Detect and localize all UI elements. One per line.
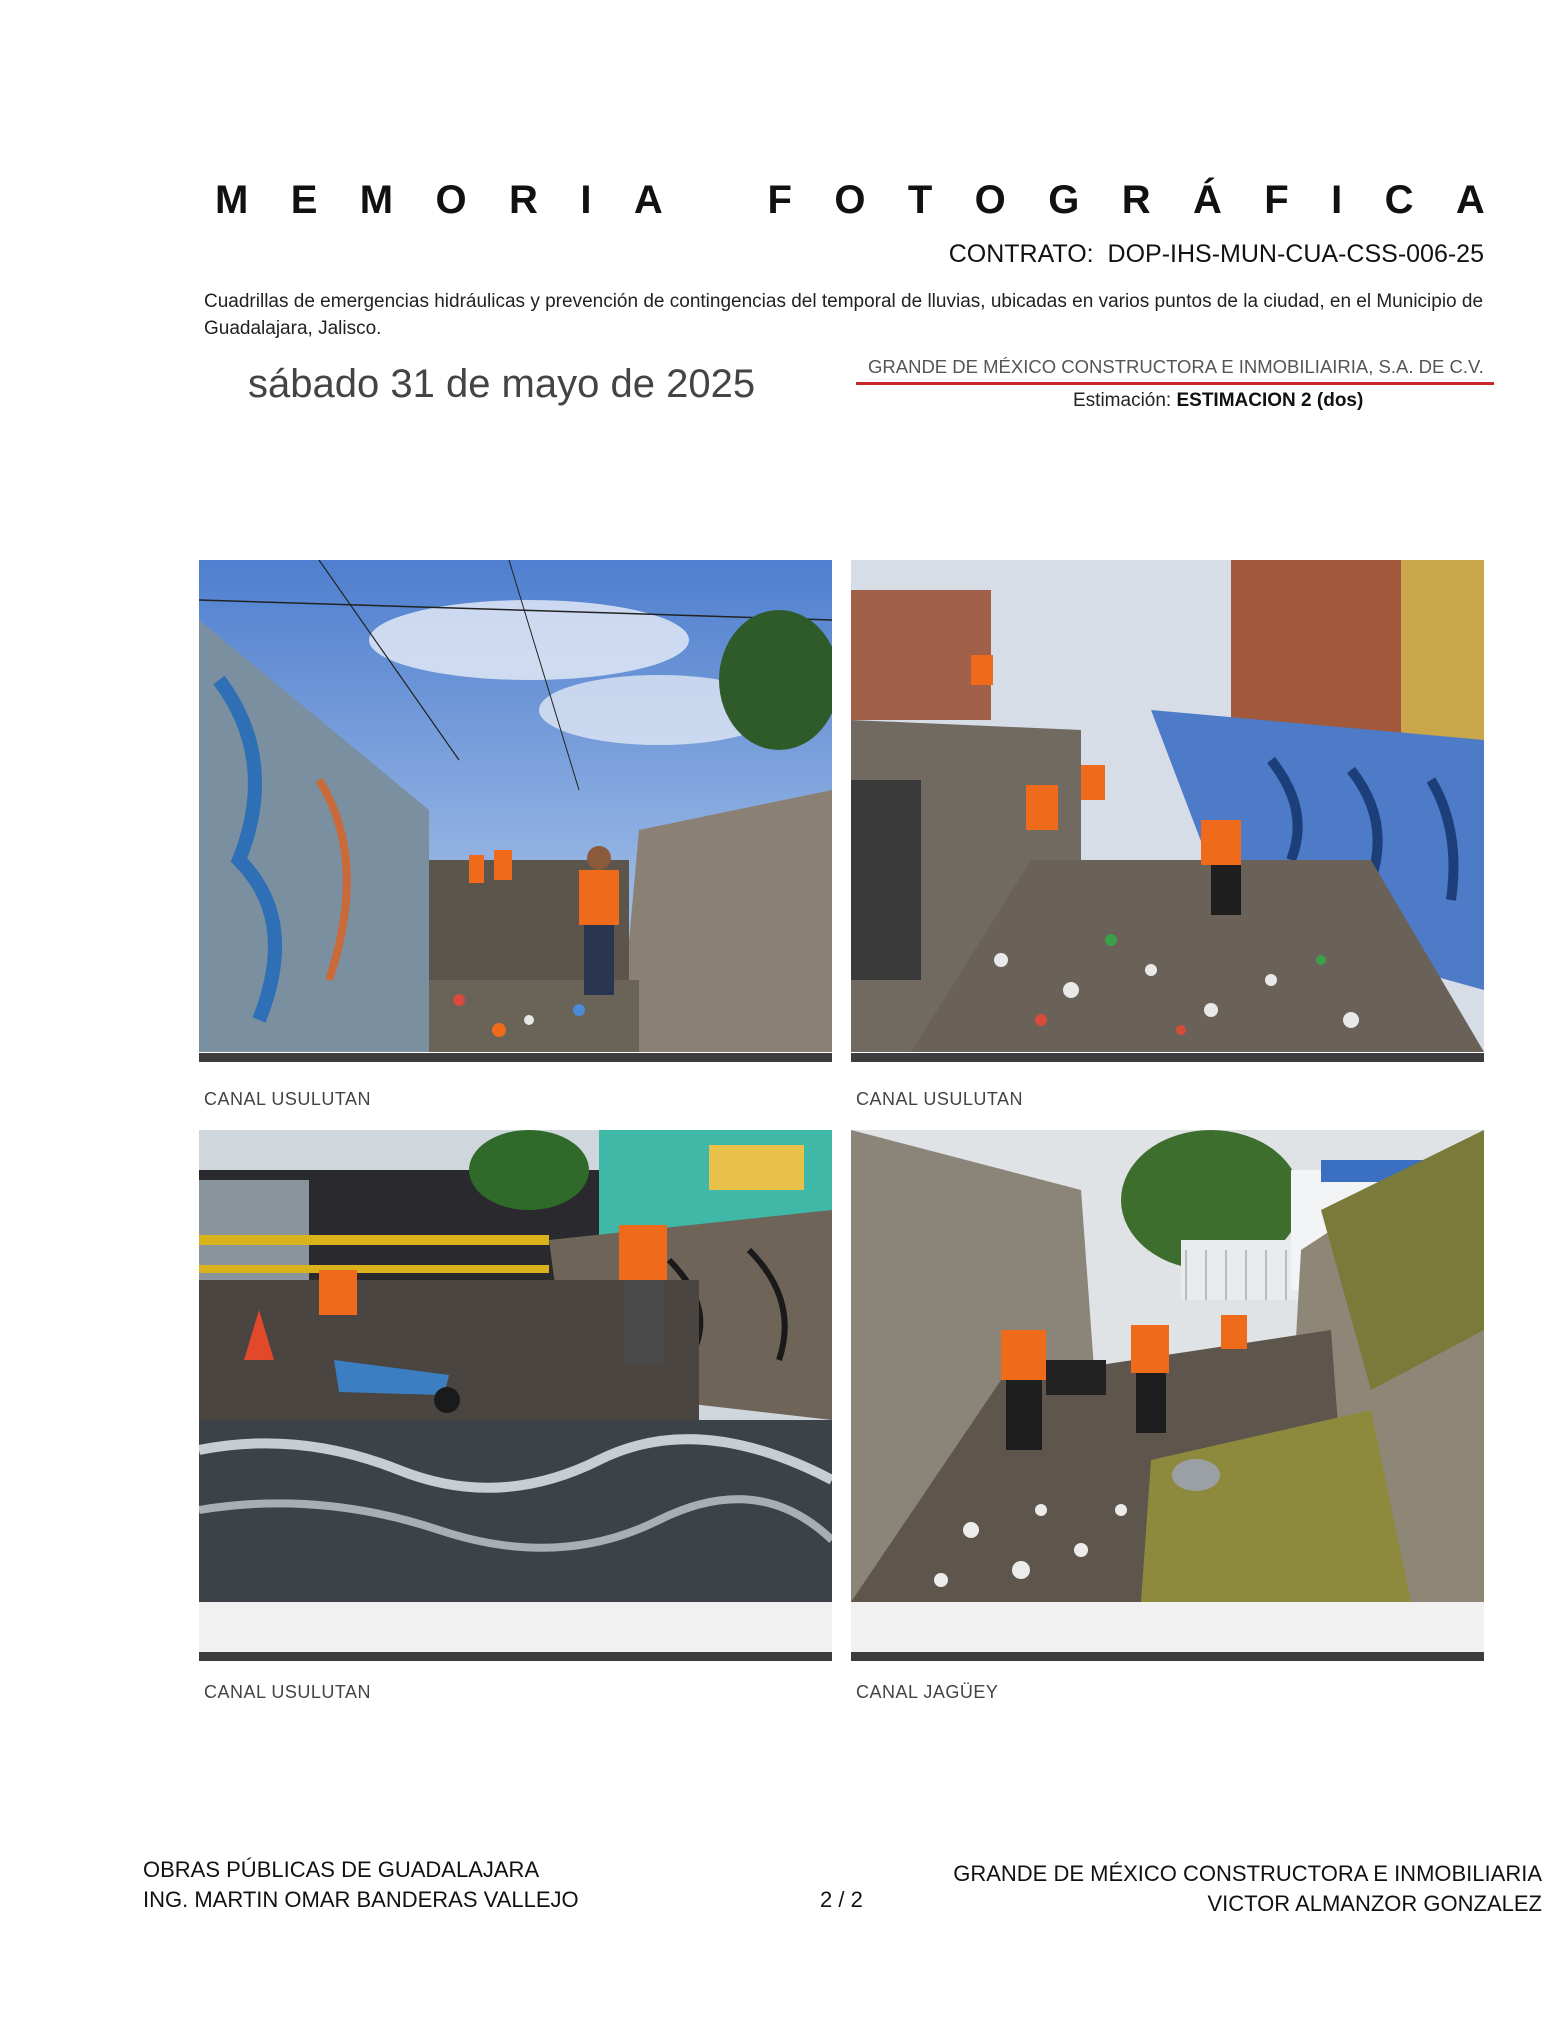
photo-4-bar — [851, 1652, 1484, 1661]
photo-1-bar — [199, 1053, 832, 1062]
title-letter: R — [509, 178, 538, 222]
title-letter: A — [1455, 178, 1485, 222]
photo-2 — [851, 560, 1484, 1052]
company-underline — [856, 382, 1494, 385]
report-date: sábado 31 de mayo de 2025 — [248, 362, 756, 406]
contract-info — [949, 240, 1484, 269]
title-letter: O — [834, 178, 866, 222]
contract-label: CONTRATO: — [948, 240, 1094, 268]
footer-right-line2: VICTOR ALMANZOR GONZALEZ — [1207, 1891, 1542, 1916]
company-name: GRANDE DE MÉXICO CONSTRUCTORA E INMOBILIAIRIA, S.A. DE C.V. — [868, 356, 1484, 377]
footer-right — [953, 1859, 1542, 1919]
page-title — [215, 178, 1485, 223]
photo-2-caption: CANAL USULUTAN — [856, 1089, 1024, 1109]
photo-3 — [199, 1130, 832, 1602]
title-letter: O — [435, 178, 467, 222]
photo-2-bar — [851, 1053, 1484, 1062]
title-letter: E — [290, 178, 318, 222]
title-letter: I — [1331, 178, 1343, 222]
photo-4 — [851, 1130, 1484, 1602]
title-letter: O — [974, 178, 1006, 222]
title-letter: A — [633, 178, 663, 222]
title-letter: Á — [1192, 178, 1222, 222]
footer-left-line2: ING. MARTIN OMAR BANDERAS VALLEJO — [143, 1887, 579, 1912]
photo-1-caption: CANAL USULUTAN — [204, 1089, 372, 1109]
photo-3-bar — [199, 1652, 832, 1661]
title-letter: T — [907, 178, 933, 222]
estimation-label: Estimación: — [1073, 390, 1172, 411]
photo-4-gray-strip — [851, 1602, 1484, 1652]
page-number: 2 / 2 — [820, 1887, 863, 1912]
estimation — [1073, 390, 1363, 412]
photo-1 — [199, 560, 832, 1052]
contract-number: DOP-IHS-MUN-CUA-CSS-006-25 — [1107, 240, 1484, 268]
footer-left-line1: OBRAS PÚBLICAS DE GUADALAJARA — [143, 1857, 540, 1882]
title-letter: M — [359, 178, 394, 222]
photo-3-gray-strip — [199, 1602, 832, 1652]
photo-3-caption: CANAL USULUTAN — [204, 1682, 372, 1702]
title-letter: G — [1048, 178, 1080, 222]
title-letter: I — [580, 178, 592, 222]
footer-right-line1: GRANDE DE MÉXICO CONSTRUCTORA E INMOBILIARIA — [953, 1861, 1542, 1886]
photo-4-caption: CANAL JAGÜEY — [856, 1682, 999, 1702]
title-letter: F — [1264, 178, 1289, 222]
description: Cuadrillas de emergencias hidráulicas y prevención de contingencias del temporal de lluvias, ubicadas en varios puntos de la ciudad, en el Municipio de Guadalajara, Jalisco. — [204, 291, 1484, 339]
footer-left — [143, 1855, 579, 1915]
estimation-value: ESTIMACION 2 (dos) — [1176, 390, 1364, 411]
title-letter: C — [1384, 178, 1414, 222]
title-letter: M — [215, 178, 249, 222]
title-letter: R — [1121, 178, 1151, 222]
title-letter: F — [767, 178, 792, 222]
